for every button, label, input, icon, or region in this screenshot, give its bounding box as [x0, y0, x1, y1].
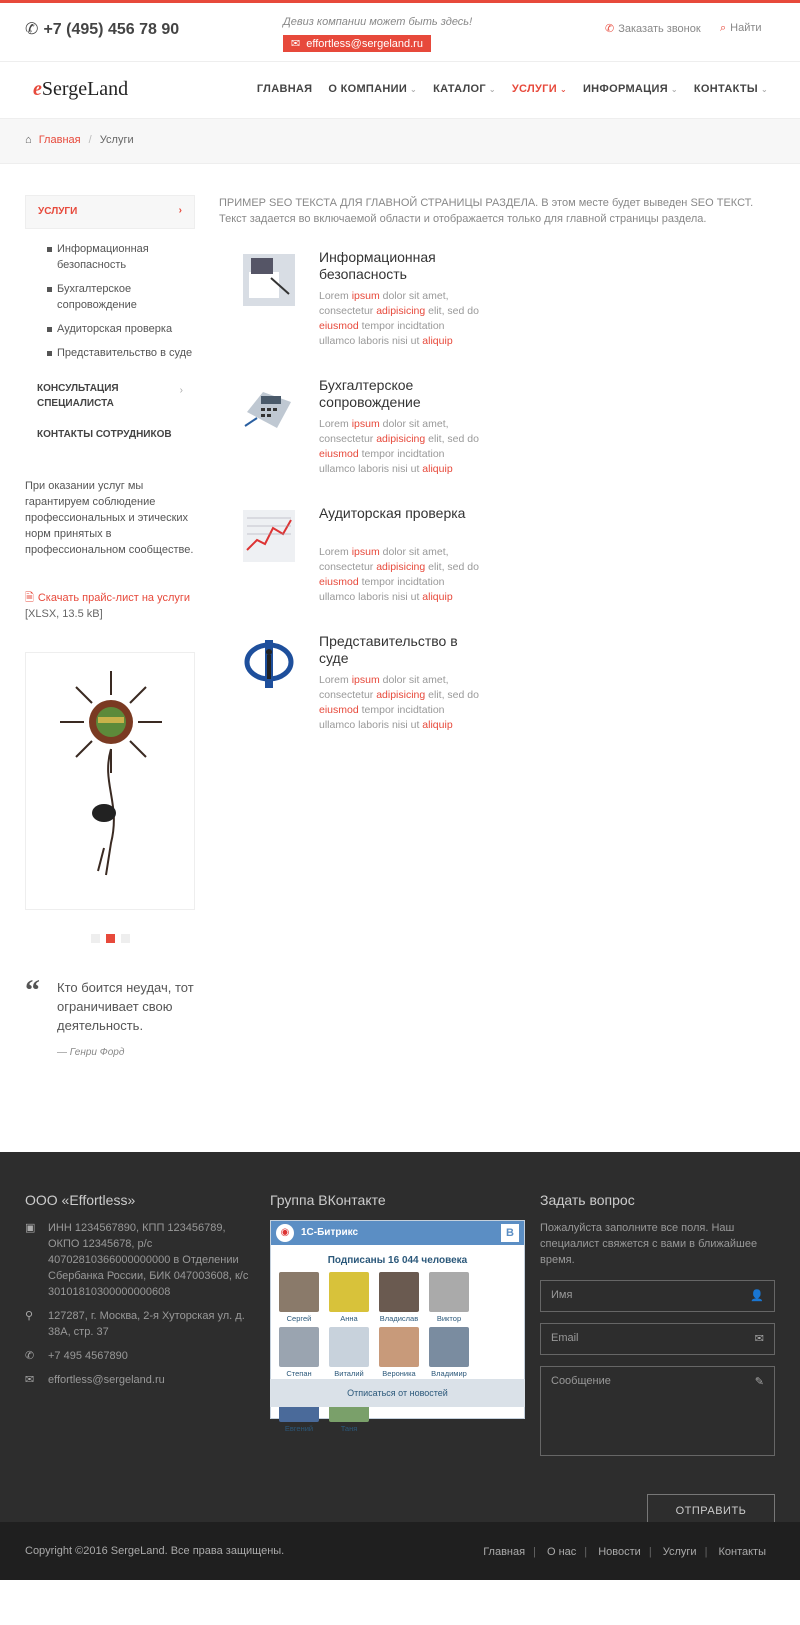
- download-link[interactable]: Скачать прайс-лист на услуги: [37, 592, 191, 604]
- message-field[interactable]: Сообщение ✎: [540, 1366, 775, 1456]
- phone-icon: ✆: [25, 1350, 35, 1362]
- nav-catalog[interactable]: КАТАЛОГ ⌄: [433, 83, 496, 95]
- vk-member[interactable]: Виктор: [424, 1272, 474, 1323]
- justice-emblem-image: [243, 638, 295, 690]
- ask-note: Пожалуйста заполните все поля. Наш специалист свяжется с вами в ближайшее время.: [540, 1222, 758, 1266]
- breadcrumb-separator: /: [88, 134, 92, 146]
- send-button[interactable]: ОТПРАВИТЬ: [647, 1494, 775, 1528]
- service-desc: Lorem ipsum dolor sit amet, consectetur adipisicing elit, sed do eiusmod tempor incidtation ullamco laboris nisi ut aliquip: [319, 546, 479, 603]
- content: [219, 195, 774, 761]
- camera-icon: [329, 1327, 369, 1367]
- nav-about[interactable]: О КОМПАНИИ ⌄: [328, 83, 418, 95]
- footer-ask: [540, 1192, 775, 1517]
- header-phone[interactable]: ✆ +7 (495) 456 78 90: [25, 21, 180, 38]
- main-navbar: [0, 62, 800, 119]
- quote-author: — Генри Форд: [57, 1047, 125, 1058]
- chevron-down-icon: ⌄: [488, 85, 496, 94]
- vk-logo-icon: B: [501, 1224, 519, 1242]
- footer-link-services[interactable]: Услуги: [662, 1546, 697, 1558]
- search-link[interactable]: ⌕ Найти: [720, 22, 762, 34]
- sidebar-item-services[interactable]: УСЛУГИ ›: [25, 195, 195, 229]
- seo-intro: ПРИМЕР SEO ТЕКСТА ДЛЯ ГЛАВНОЙ СТРАНИЦЫ РАЗДЕЛА. В этом месте будет выведен SEO ТЕКСТ. Текст задается во включаемой области и отображается только для главной страницы раздела.: [219, 197, 754, 225]
- chevron-down-icon: ⌄: [760, 85, 768, 94]
- service-title[interactable]: Аудиторская проверка: [319, 505, 466, 521]
- nav-services[interactable]: УСЛУГИ ⌄: [511, 83, 567, 95]
- nav-home[interactable]: ГЛАВНАЯ: [256, 83, 313, 95]
- vk-member[interactable]: Анна: [324, 1272, 374, 1323]
- footer-link-news[interactable]: Новости: [598, 1546, 641, 1558]
- name-field[interactable]: Имя 👤: [540, 1280, 775, 1312]
- chevron-down-icon: ⌄: [559, 85, 567, 94]
- vk-member[interactable]: Степан: [274, 1327, 324, 1378]
- sidebar-submenu: [25, 229, 195, 373]
- sidebar: [25, 195, 195, 1058]
- garden-lamp-image: [26, 653, 196, 911]
- pencil-icon: ✎: [754, 1376, 764, 1388]
- callback-link[interactable]: ✆ Заказать звонок: [605, 23, 701, 35]
- sidebar-item-consult[interactable]: КОНСУЛЬТАЦИЯ СПЕЦИАЛИСТА ›: [37, 383, 183, 409]
- footer-link-about[interactable]: О нас: [546, 1546, 577, 1558]
- carousel-dot-active[interactable]: [106, 934, 115, 943]
- vk-members: [271, 1266, 524, 1437]
- search-icon: ⌕: [720, 22, 727, 34]
- vk-header: ◉ 1С-Битрикс B: [271, 1221, 524, 1245]
- footer-company-title: ООО «Effortless»: [25, 1192, 136, 1208]
- logo[interactable]: eSergeLand: [33, 78, 129, 100]
- envelope-icon: ✉: [291, 38, 301, 50]
- footer-vk-title: Группа ВКонтакте: [270, 1192, 386, 1208]
- avatar: [379, 1272, 419, 1312]
- quote-text: Кто боится неудач, тот ограничивает свою деятельность.: [57, 980, 194, 1033]
- sidebar-text: При оказании услуг мы гарантируем соблюдение профессиональных и этических норм принятых в профессиональном сообществе.: [25, 480, 194, 556]
- avatar: [329, 1272, 369, 1312]
- service-desc: Lorem ipsum dolor sit amet, consectetur adipisicing elit, sed do eiusmod tempor incidtation ullamco laboris nisi ut aliquip: [319, 290, 479, 347]
- phone-icon: ✆: [605, 23, 615, 35]
- top-bar: [0, 0, 800, 62]
- footer-link-home[interactable]: Главная: [483, 1546, 526, 1558]
- footer-links: Главная | О нас | Новости | Услуги | Контакты: [483, 1546, 766, 1558]
- footer-company: [25, 1192, 255, 1396]
- footer: [0, 1152, 800, 1522]
- bottom-bar: [0, 1522, 800, 1580]
- promo-banner[interactable]: [25, 652, 195, 910]
- chevron-right-icon: ›: [178, 205, 182, 216]
- home-icon: ⌂: [25, 134, 32, 146]
- ask-title: Задать вопрос: [540, 1192, 635, 1208]
- email-field[interactable]: Email ✉: [540, 1323, 775, 1355]
- audit-chart-image: [243, 510, 295, 562]
- nav-contacts[interactable]: КОНТАКТЫ ⌄: [693, 83, 768, 95]
- sidebar-subitem[interactable]: Аудиторская проверка: [47, 321, 195, 337]
- sidebar-subitem[interactable]: Представительство в суде: [47, 345, 195, 361]
- vk-unsubscribe[interactable]: Отписаться от новостей: [270, 1379, 525, 1407]
- chevron-down-icon: ⌄: [670, 85, 678, 94]
- footer-phone[interactable]: ✆ +7 495 4567890: [25, 1350, 128, 1362]
- service-desc: Lorem ipsum dolor sit amet, consectetur adipisicing elit, sed do eiusmod tempor incidtation ullamco laboris nisi ut aliquip: [319, 418, 479, 475]
- vk-member[interactable]: Владимир: [424, 1327, 474, 1378]
- vk-subscribers: Подписаны 16 044 человека: [327, 1255, 468, 1266]
- envelope-icon: ✉: [754, 1333, 764, 1345]
- document-signing-image: [243, 254, 295, 306]
- header-email[interactable]: ✉ effortless@sergeland.ru: [283, 35, 431, 52]
- vk-member[interactable]: Таня: [324, 1382, 374, 1433]
- copyright: Copyright ©2016 SergeLand. Все права защищены.: [25, 1545, 285, 1557]
- breadcrumb-home[interactable]: Главная: [38, 134, 81, 146]
- footer-requisites: ▣ ИНН 1234567890, КПП 123456789, ОКПО 12345678, р/с 40702810366000000000 в Отделении Сбербанка России, БИК 047003608, к/с 30101810300000000608: [25, 1222, 249, 1298]
- vk-member[interactable]: Виталий: [324, 1327, 374, 1378]
- footer-email[interactable]: ✉ effortless@sergeland.ru: [25, 1374, 165, 1386]
- breadcrumb: [0, 119, 800, 164]
- bitrix-logo-icon: ◉: [276, 1224, 294, 1242]
- service-title[interactable]: Представительство в суде: [319, 633, 458, 666]
- service-title[interactable]: Информационная безопасность: [319, 249, 436, 282]
- avatar: [279, 1327, 319, 1367]
- chevron-right-icon: ›: [179, 385, 183, 396]
- quote-block: [25, 974, 195, 1058]
- download-meta: [XLSX, 13.5 kB]: [25, 608, 103, 620]
- sidebar-subitem[interactable]: Информационная безопасность: [47, 241, 195, 273]
- avatar: [279, 1272, 319, 1312]
- carousel-dot[interactable]: [121, 934, 130, 943]
- money-icon: ▣: [25, 1222, 36, 1234]
- download-pricelist: [25, 590, 195, 622]
- main-area: [0, 164, 800, 1152]
- avatar: [379, 1327, 419, 1367]
- service-card[interactable]: [219, 505, 509, 633]
- vk-member[interactable]: Владислав: [374, 1272, 424, 1323]
- vk-member[interactable]: Сергей: [274, 1272, 324, 1323]
- file-icon: 🗎: [25, 592, 34, 604]
- service-desc: Lorem ipsum dolor sit amet, consectetur adipisicing elit, sed do eiusmod tempor incidtation ullamco laboris nisi ut aliquip: [319, 674, 479, 731]
- carousel-dots: [25, 930, 195, 948]
- vk-member[interactable]: Вероника: [374, 1327, 424, 1378]
- sidebar-item-contacts[interactable]: КОНТАКТЫ СОТРУДНИКОВ: [37, 429, 172, 440]
- company-motto: Девиз компании может быть здесь!: [283, 16, 473, 28]
- carousel-dot[interactable]: [91, 934, 100, 943]
- quote-icon: “: [25, 974, 40, 1007]
- envelope-icon: ✉: [25, 1374, 35, 1386]
- calculator-image: [243, 382, 295, 434]
- map-marker-icon: ⚲: [25, 1310, 34, 1322]
- sidebar-subitem[interactable]: Бухгалтерское сопровождение: [47, 281, 195, 313]
- vk-member[interactable]: Евгений: [274, 1382, 324, 1433]
- avatar: [429, 1327, 469, 1367]
- footer-address: ⚲ 127287, г. Москва, 2-я Хуторская ул. д. 38А, стр. 37: [25, 1310, 245, 1338]
- phone-icon: ✆: [25, 21, 39, 38]
- breadcrumb-current: Услуги: [99, 134, 134, 146]
- footer-link-contacts[interactable]: Контакты: [718, 1546, 766, 1558]
- service-title[interactable]: Бухгалтерское сопровождение: [319, 377, 421, 410]
- main-menu: [257, 83, 768, 95]
- service-card[interactable]: [219, 633, 509, 761]
- avatar: [429, 1272, 469, 1312]
- services-grid: [219, 249, 774, 761]
- nav-info[interactable]: ИНФОРМАЦИЯ ⌄: [582, 83, 678, 95]
- service-card[interactable]: [219, 377, 509, 505]
- service-card[interactable]: [219, 249, 509, 377]
- user-icon: 👤: [750, 1290, 764, 1302]
- chevron-down-icon: ⌄: [410, 85, 418, 94]
